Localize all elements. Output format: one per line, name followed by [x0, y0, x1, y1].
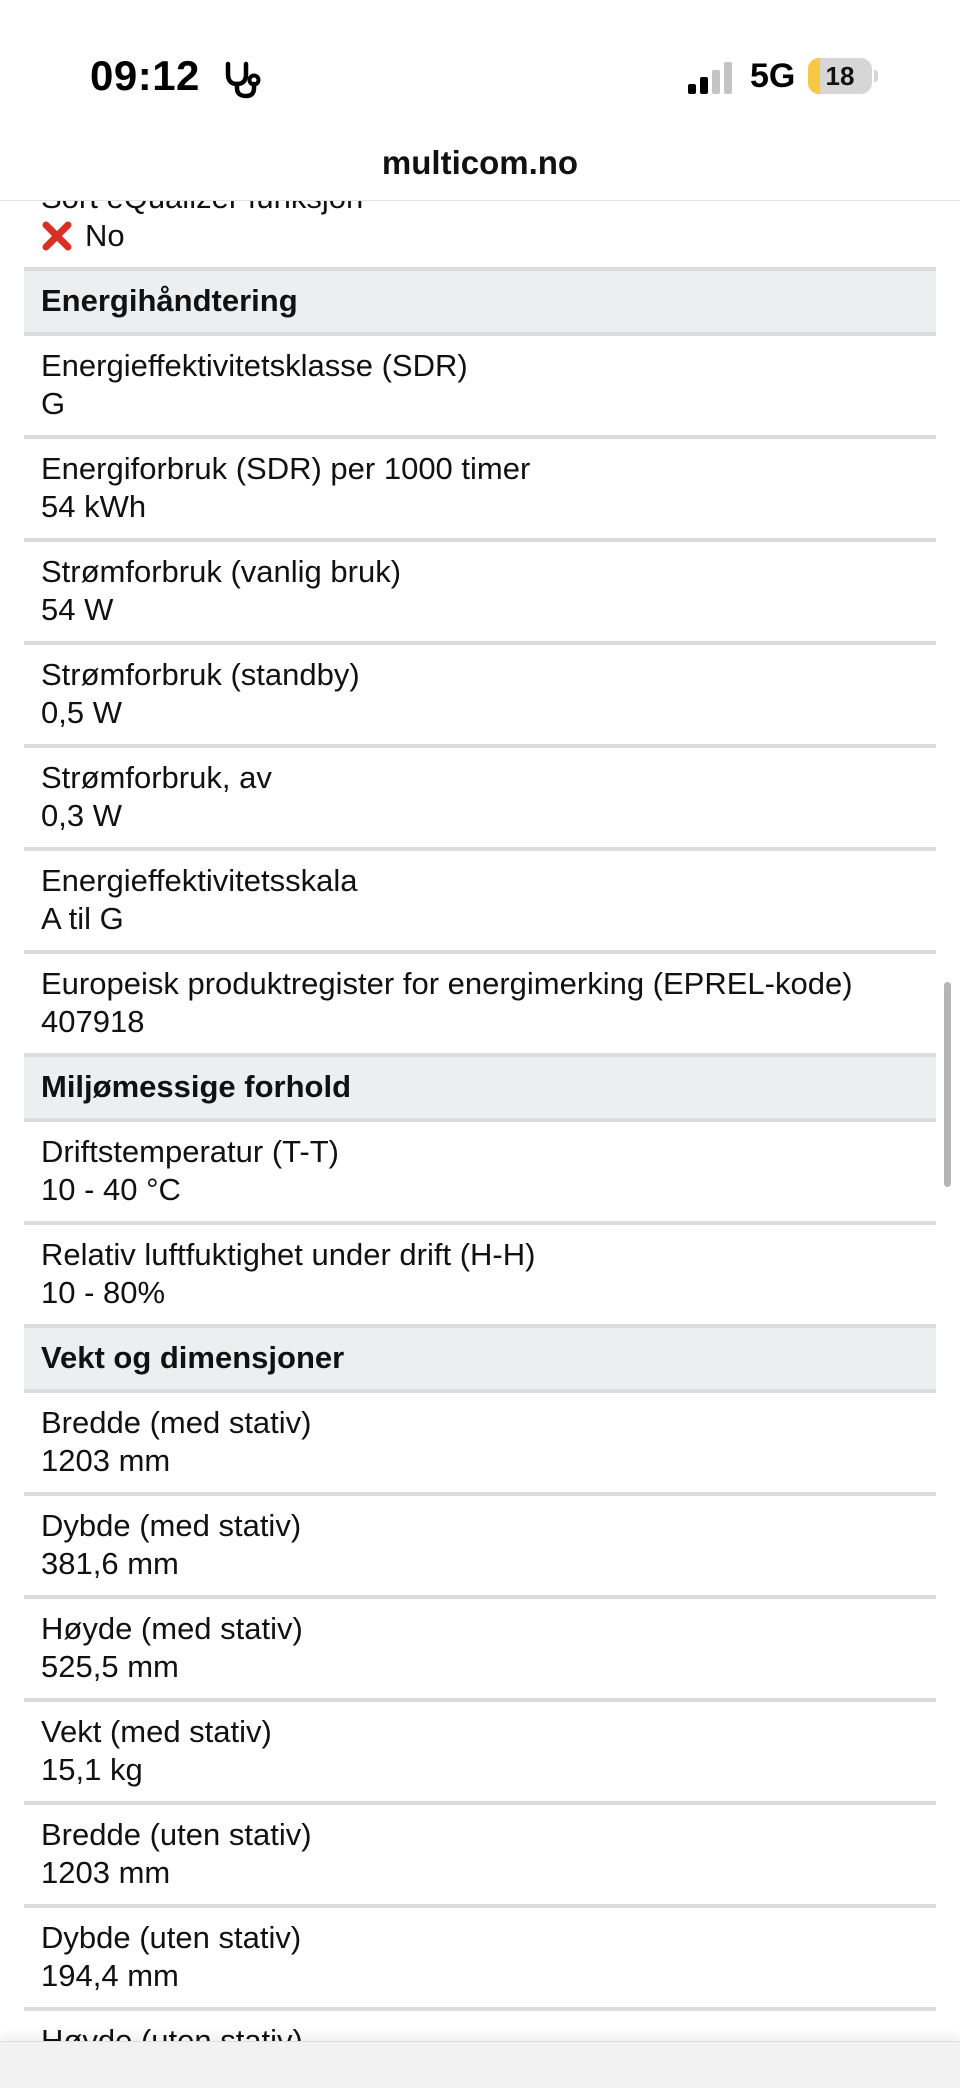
scrollbar-thumb[interactable] — [944, 982, 951, 1187]
spec-value: 54 W — [41, 592, 114, 627]
battery-label: 18 — [825, 61, 855, 91]
spec-row — [24, 1122, 936, 1225]
spec-row — [24, 1225, 936, 1328]
spec-label: Strømforbruk (standby) — [41, 657, 360, 692]
spec-row — [24, 851, 936, 954]
url-bar[interactable] — [0, 128, 960, 201]
spec-value: 194,4 mm — [41, 1958, 179, 1993]
spec-value: 0,3 W — [41, 798, 122, 833]
content-viewport[interactable] — [0, 201, 960, 2041]
spec-list — [24, 179, 936, 2076]
spec-value: 0,5 W — [41, 695, 122, 730]
spec-label: Energiforbruk (SDR) per 1000 timer — [41, 451, 531, 486]
section-header: Vekt og dimensjoner — [24, 1328, 936, 1393]
spec-row — [24, 1805, 936, 1908]
spec-value: 381,6 mm — [41, 1546, 179, 1581]
spec-label: Relativ luftfuktighet under drift (H-H) — [41, 1237, 536, 1272]
spec-row — [24, 645, 936, 748]
spec-value-row — [41, 217, 919, 255]
spec-label: Driftstemperatur (T-T) — [41, 1134, 339, 1169]
spec-value: 10 - 80% — [41, 1275, 166, 1310]
x-icon — [41, 220, 73, 252]
stethoscope-icon — [222, 58, 264, 100]
spec-label: Energieffektivitetsskala — [41, 863, 358, 898]
spec-row — [24, 1702, 936, 1805]
spec-label: Bredde (med stativ) — [41, 1405, 312, 1440]
spec-row — [24, 1496, 936, 1599]
spec-row — [24, 954, 936, 1057]
spec-label: Dybde (uten stativ) — [41, 1920, 302, 1955]
spec-label: Vekt (med stativ) — [41, 1714, 272, 1749]
section-header: Miljømessige forhold — [24, 1057, 936, 1122]
spec-value: 1203 mm — [41, 1855, 171, 1890]
url-text[interactable]: multicom.no — [381, 144, 579, 181]
status-time: 09:12 — [90, 52, 200, 99]
spec-label: Strømforbruk (vanlig bruk) — [41, 554, 402, 589]
spec-value: 10 - 40 °C — [41, 1172, 181, 1207]
network-label: 5G — [750, 57, 796, 95]
spec-value: 15,1 kg — [41, 1752, 143, 1787]
spec-row — [24, 1599, 936, 1702]
spec-row — [24, 748, 936, 851]
spec-label: Energieffektivitetsklasse (SDR) — [41, 348, 468, 383]
spec-row — [24, 1393, 936, 1496]
spec-value: 54 kWh — [41, 489, 147, 524]
spec-row — [24, 1908, 936, 2011]
spec-row — [24, 439, 936, 542]
spec-label: Høyde (med stativ) — [41, 1611, 303, 1646]
spec-label: Bredde (uten stativ) — [41, 1817, 312, 1852]
signal-icon — [688, 62, 734, 94]
spec-value: 525,5 mm — [41, 1649, 179, 1684]
spec-value: No — [85, 218, 125, 253]
battery-tip — [874, 70, 878, 82]
spec-row — [24, 542, 936, 645]
spec-row — [24, 336, 936, 439]
spec-value: G — [41, 386, 66, 421]
section-header: Energihåndtering — [24, 271, 936, 336]
bottom-toolbar — [0, 2041, 960, 2088]
spec-label: Europeisk produktregister for energimerking (EPREL-kode) — [41, 966, 853, 1001]
spec-value: A til G — [41, 901, 124, 936]
spec-value: 1203 mm — [41, 1443, 171, 1478]
battery-indicator — [808, 58, 872, 94]
spec-value: 407918 — [41, 1004, 145, 1039]
status-bar — [0, 0, 960, 128]
spec-label: Strømforbruk, av — [41, 760, 272, 795]
spec-label: Dybde (med stativ) — [41, 1508, 302, 1543]
